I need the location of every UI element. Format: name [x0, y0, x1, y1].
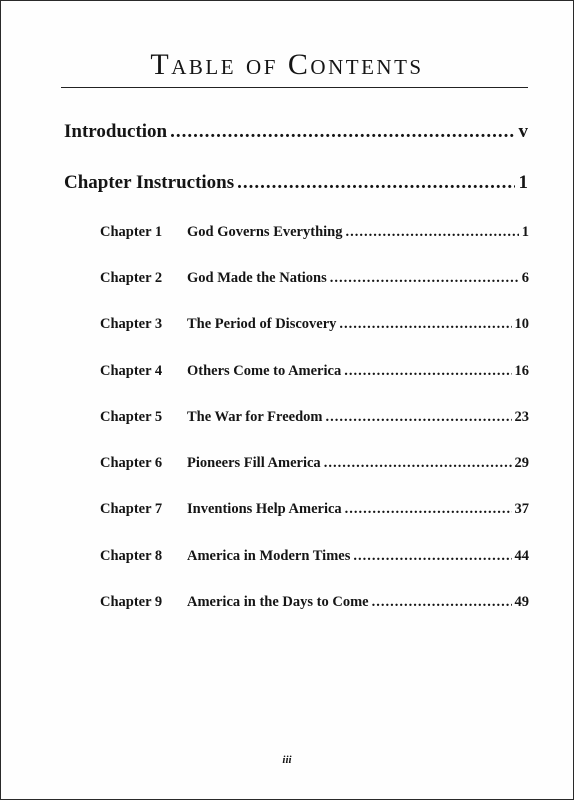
- dot-leader: [237, 172, 514, 194]
- chapter-page: 1: [521, 224, 529, 240]
- chapter-number: Chapter 2: [100, 270, 163, 286]
- dot-leader: [353, 548, 511, 565]
- toc-chapter-9: [100, 594, 529, 611]
- toc-chapter-8: [100, 548, 529, 565]
- chapter-title: God Made the Nations: [187, 270, 327, 286]
- chapter-number: Chapter 8: [100, 548, 163, 564]
- chapter-page: 23: [514, 409, 529, 425]
- chapter-page: 49: [514, 594, 529, 610]
- toc-entry-page: 1: [518, 172, 528, 193]
- toc-chapter-3: [100, 316, 529, 333]
- title-rule: [61, 87, 528, 88]
- toc-chapter-6: [100, 455, 529, 472]
- toc-chapter-5: [100, 409, 529, 426]
- dot-leader: [345, 501, 512, 518]
- chapter-number: Chapter 4: [100, 363, 163, 379]
- chapter-number: Chapter 6: [100, 455, 163, 471]
- toc-chapter-7: [100, 501, 529, 518]
- chapter-page: 44: [514, 548, 529, 564]
- chapter-number: Chapter 9: [100, 594, 163, 610]
- toc-entry-page: v: [518, 121, 528, 142]
- toc-entry-chapter-instructions: [64, 172, 528, 194]
- chapter-title: America in the Days to Come: [187, 594, 369, 610]
- chapter-page: 6: [521, 270, 529, 286]
- toc-entry-label: Chapter Instructions: [64, 172, 235, 193]
- chapter-number: Chapter 5: [100, 409, 163, 425]
- page-folio: iii: [282, 754, 292, 766]
- chapter-title: God Governs Everything: [187, 224, 343, 240]
- dot-leader: [330, 270, 519, 287]
- dot-leader: [345, 224, 518, 241]
- toc-entry-label: Introduction: [64, 121, 168, 142]
- toc-entry-introduction: [64, 121, 528, 143]
- dot-leader: [339, 316, 511, 333]
- chapter-page: 29: [514, 455, 529, 471]
- chapter-number: Chapter 1: [100, 224, 163, 240]
- chapter-title: Inventions Help America: [187, 501, 342, 517]
- dot-leader: [325, 409, 511, 426]
- toc-chapter-4: [100, 363, 529, 380]
- dot-leader: [372, 594, 512, 611]
- chapter-title: Pioneers Fill America: [187, 455, 321, 471]
- chapter-page: 16: [514, 363, 529, 379]
- toc-chapter-2: [100, 270, 529, 287]
- dot-leader: [344, 363, 511, 380]
- chapter-title: America in Modern Times: [187, 548, 351, 564]
- dot-leader: [170, 121, 514, 143]
- chapter-title: The War for Freedom: [187, 409, 323, 425]
- chapter-title: The Period of Discovery: [187, 316, 337, 332]
- chapter-page: 10: [514, 316, 529, 332]
- toc-chapter-1: [100, 224, 529, 241]
- page-title: Table of Contents: [150, 48, 424, 81]
- chapter-title: Others Come to America: [187, 363, 342, 379]
- dot-leader: [324, 455, 512, 472]
- chapter-number: Chapter 7: [100, 501, 163, 517]
- chapter-page: 37: [514, 501, 529, 517]
- chapter-number: Chapter 3: [100, 316, 163, 332]
